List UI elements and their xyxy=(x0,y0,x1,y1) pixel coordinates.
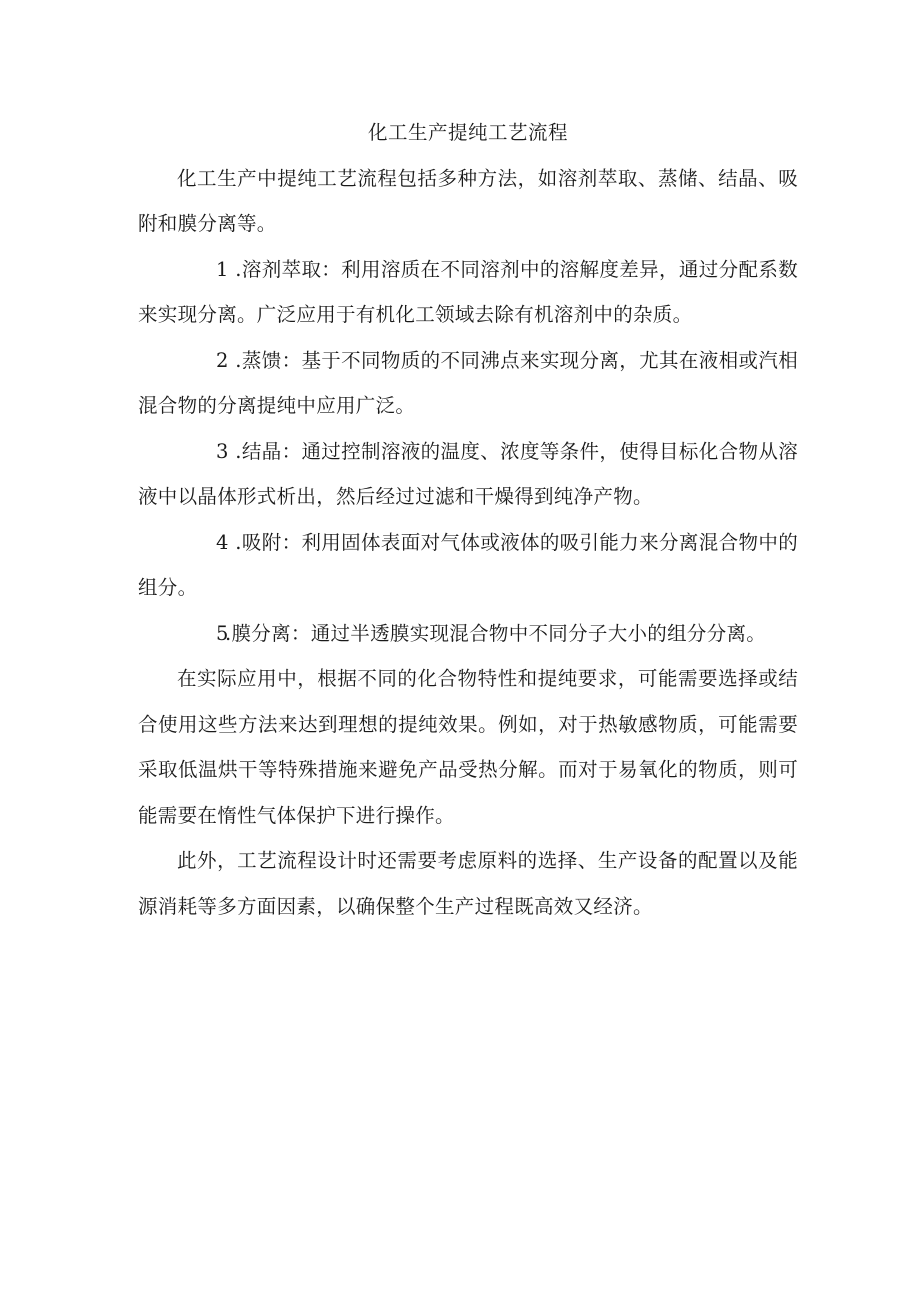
item-number: 4 xyxy=(216,530,229,554)
item-number: 1 xyxy=(216,257,229,281)
item-text: .溶剂萃取：利用溶质在不同溶剂中的溶解度差异，通过分配系数来实现分离。广泛应用于有机化工领域去除有机溶剂中的杂质。 xyxy=(138,257,798,326)
item-text: .结晶：通过控制溶液的温度、浓度等条件，使得目标化合物从溶液中以晶体形式析出，然后经过过滤和干燥得到纯净产物。 xyxy=(138,439,798,508)
document-body xyxy=(138,110,798,929)
conclusion-paragraph: 此外，工艺流程设计时还需要考虑原料的选择、生产设备的配置以及能源消耗等多方面因素，以确保整个生产过程既高效又经济。 xyxy=(138,849,798,918)
item-number: 5 xyxy=(216,621,229,645)
list-item-1 xyxy=(138,247,798,338)
item-number: 2 xyxy=(216,348,229,372)
application-paragraph: 在实际应用中，根据不同的化合物特性和提纯要求，可能需要选择或结合使用这些方法来达到理想的提纯效果。例如，对于热敏感物质，可能需要采取低温烘干等特殊措施来避免产品受热分解。而对于易氧化的物质，则可能需要在惰性气体保护下进行操作。 xyxy=(138,667,798,827)
intro-paragraph: 化工生产中提纯工艺流程包括多种方法，如溶剂萃取、蒸储、结晶、吸附和膜分离等。 xyxy=(138,166,798,235)
item-number: 3 xyxy=(216,439,229,463)
item-text: .膜分离：通过半透膜实现混合物中不同分子大小的组分分离。 xyxy=(225,621,767,645)
list-item-4 xyxy=(138,520,798,611)
list-item-2 xyxy=(138,338,798,429)
list-item-3 xyxy=(138,429,798,520)
list-item-5 xyxy=(138,611,798,657)
document-title: 化工生产提纯工艺流程 xyxy=(367,121,568,144)
item-text: .吸附：利用固体表面对气体或液体的吸引能力来分离混合物中的组分。 xyxy=(138,530,798,599)
item-text: .蒸馈：基于不同物质的不同沸点来实现分离，尤其在液相或汽相混合物的分离提纯中应用广泛。 xyxy=(138,348,798,417)
